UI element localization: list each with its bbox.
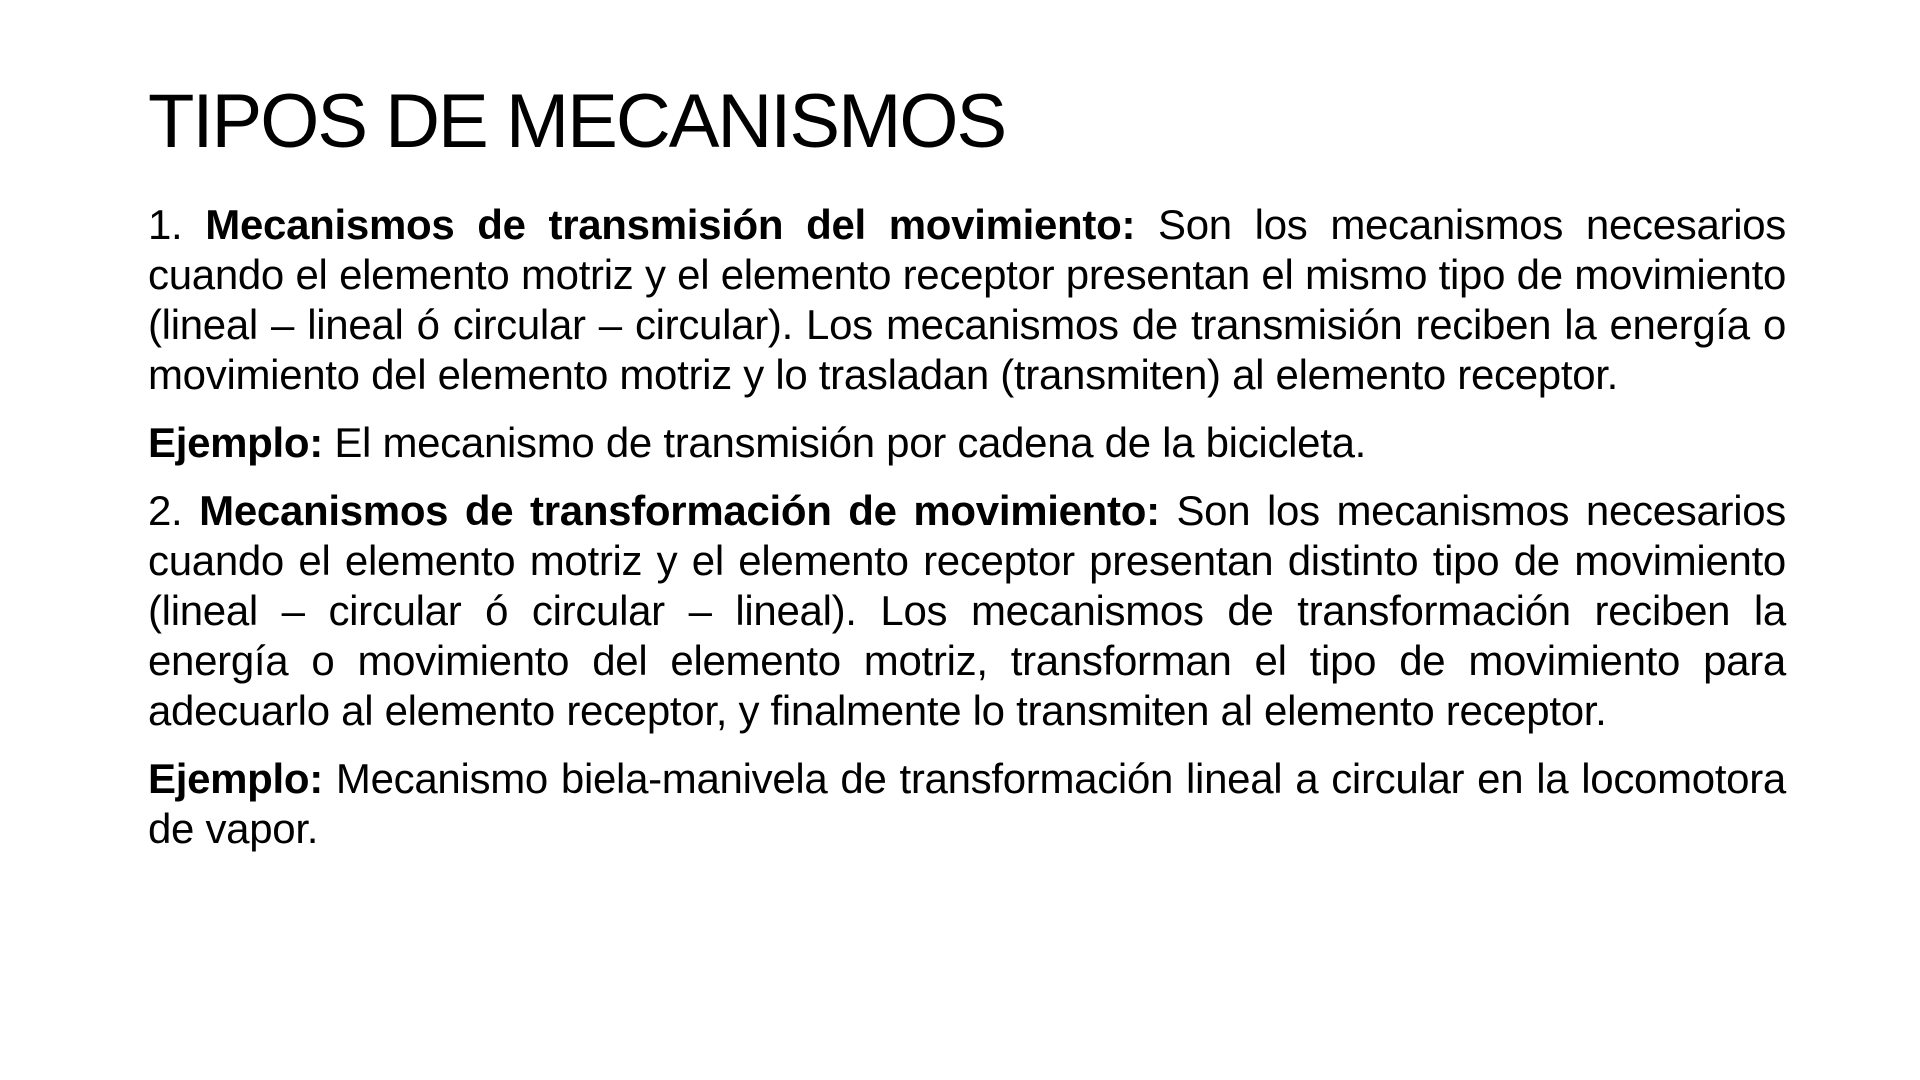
slide-body: [148, 200, 1786, 872]
example-transformation: [148, 754, 1786, 854]
example-label: Ejemplo:: [148, 755, 323, 802]
section-heading: Mecanismos de transmisión del movimiento:: [205, 201, 1136, 248]
section-number: 1.: [148, 201, 183, 248]
section-number: 2.: [148, 487, 183, 534]
section-text: Son los mecanismos necesarios cuando el elemento motriz y el elemento receptor presentan distinto tipo de movimiento (lineal – circular ó circular – lineal). Los mecanismos de transformación reciben la energía o movimiento del elemento motriz, transforman el tipo de movimiento para adecuarlo al elemento receptor, y finalmente lo transmiten al elemento receptor.: [148, 487, 1787, 734]
slide-title: TIPOS DE MECANISMOS: [148, 79, 1006, 164]
example-text: Mecanismo biela-manivela de transformación lineal a circular en la locomotora de vapor.: [148, 755, 1786, 852]
example-transmission: [148, 418, 1786, 468]
section-transmission: [148, 200, 1786, 400]
example-label: Ejemplo:: [148, 419, 323, 466]
section-text: Son los mecanismos necesarios cuando el elemento motriz y el elemento receptor presentan el mismo tipo de movimiento (lineal – lineal ó circular – circular). Los mecanismos de transmisión reciben la energía o movimiento del elemento motriz y lo trasladan (transmiten) al elemento receptor.: [148, 201, 1787, 398]
section-transformation: [148, 486, 1786, 736]
example-text: El mecanismo de transmisión por cadena de la bicicleta.: [334, 419, 1367, 466]
section-heading: Mecanismos de transformación de movimiento:: [199, 487, 1160, 534]
